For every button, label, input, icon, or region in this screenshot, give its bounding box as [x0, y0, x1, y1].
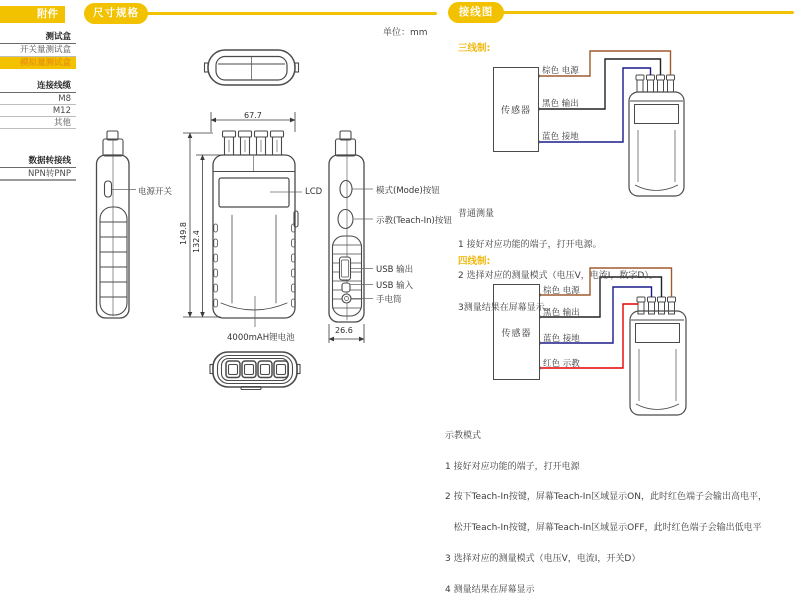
callout-leader-lines: [112, 189, 373, 327]
wire-label-brown-4w: 棕色 电源: [543, 286, 580, 296]
sidebar-item-m12[interactable]: M12: [0, 105, 76, 117]
usb-in-port-shape: [342, 283, 350, 292]
power-switch-label: 电源开关: [138, 187, 173, 197]
sensor-label-4w: 传感器: [501, 328, 532, 339]
wire-label-red-4w: 红色 示教: [543, 359, 580, 369]
notes-title: 普通测量: [458, 209, 495, 219]
sidebar-group-header-cables: 连接线缆: [0, 80, 76, 93]
wire-label-blue-3w: 蓝色 接地: [542, 132, 579, 142]
note-line: 松开Teach-In按键，屏幕Teach-In区域显示OFF，此时红色端子会输出低电平: [445, 523, 762, 534]
wire-label-blue-4w: 蓝色 接地: [543, 334, 580, 344]
wire-label-black-3w: 黑色 输出: [542, 99, 579, 109]
power-switch-shape: [105, 181, 112, 197]
dim-body-height: 132.4: [191, 230, 201, 253]
sidebar-item-m8[interactable]: M8: [0, 93, 76, 105]
teach-button-label: 示教(Teach-In)按钮: [376, 216, 452, 226]
mode-button-shape: [340, 181, 352, 198]
sidebar-item-other[interactable]: 其他: [0, 117, 76, 129]
flashlight-label: 手电筒: [376, 295, 402, 305]
sidebar-item-analog-testbox[interactable]: 模拟量测试盒: [0, 57, 76, 69]
three-wire-device-drawing: [629, 75, 684, 196]
note-line: 3 选择对应的测量模式（电压V，电流I，开关D）: [445, 553, 641, 564]
lcd-label: LCD: [305, 187, 323, 197]
note-line: 1 接好对应功能的端子，打开电源: [445, 461, 580, 472]
section-header-dimensions: 尺寸规格: [84, 3, 148, 24]
note-line: 1 接好对应功能的端子，打开电源。: [458, 240, 602, 251]
battery-label: 4000mAH锂电池: [227, 333, 295, 343]
lcd-screen-shape: [219, 178, 289, 207]
side-view-right-drawing: [329, 131, 364, 322]
top-view-drawing: [205, 50, 299, 85]
sidebar-group-header-adapter: 数据转接线: [0, 155, 76, 168]
notes-title: 示教模式: [445, 431, 482, 441]
sensor-label-3w: 传感器: [500, 106, 531, 116]
mode-button-label: 模式(Mode)按钮: [376, 186, 440, 196]
note-line: 2 按下Teach-In按键，屏幕Teach-In区域显示ON，此时红色端子会输出高电平，: [445, 492, 767, 503]
three-wire-heading: 三线制:: [458, 43, 491, 54]
bottom-view-drawing: [210, 352, 300, 390]
divider-line-dimensions: [146, 12, 437, 15]
sidebar-item-switch-testbox[interactable]: 开关量测试盒: [0, 44, 76, 57]
flashlight-shape: [342, 294, 351, 303]
sidebar-title: 附件: [0, 6, 65, 23]
dim-width: 67.7: [244, 111, 262, 120]
sidebar-group-header-testbox: 测试盒: [0, 31, 76, 44]
normal-measure-notes: [458, 189, 788, 324]
sidebar-item-npn-pnp[interactable]: NPN转PNP: [0, 168, 76, 181]
sensor-box-3w: [493, 67, 539, 152]
usb-out-label: USB 输出: [376, 265, 414, 275]
side-view-left-drawing: [97, 131, 130, 318]
unit-label: 单位：mm: [383, 28, 428, 38]
usb-in-label: USB 输入: [376, 281, 414, 291]
divider-line-wiring: [502, 11, 794, 14]
wire-label-brown-3w: 棕色 电源: [542, 66, 579, 76]
dim-depth: 26.6: [335, 326, 353, 335]
front-view-drawing: [213, 131, 298, 318]
wire-label-black-4w: 黑色 输出: [543, 308, 580, 318]
note-line: 2 选择对应的测量模式（电压V，电流I，数字D）。: [458, 271, 658, 282]
dim-overall-height: 149.8: [178, 222, 188, 245]
note-line: 4 测量结果在屏幕显示: [445, 584, 535, 595]
terminal-connectors: [223, 131, 284, 155]
note-line: 3测量结果在屏幕显示。: [458, 302, 554, 313]
teach-button-shape: [338, 210, 353, 229]
teach-mode-notes: [445, 411, 790, 605]
four-wire-heading: 四线制:: [458, 256, 491, 267]
section-header-wiring: 接线图: [448, 2, 504, 23]
